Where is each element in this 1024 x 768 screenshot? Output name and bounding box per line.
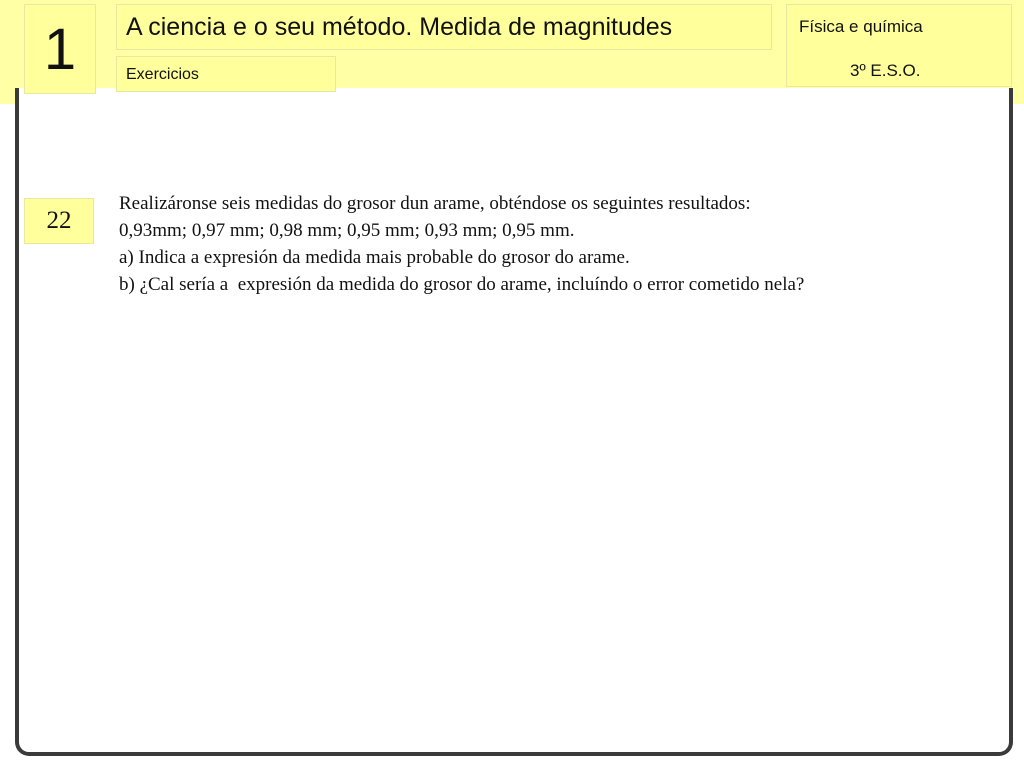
page-title: A ciencia e o seu método. Medida de magnitudes (116, 4, 772, 50)
subject-box (786, 4, 1012, 87)
exercise-line: b) ¿Cal sería a expresión da medida do grosor do arame, incluíndo o error cometido nela? (119, 274, 805, 295)
exercise-line: Realizáronse seis medidas do grosor dun arame, obténdose os seguintes resultados: (119, 193, 751, 214)
section-label: Exercicios (116, 56, 336, 92)
exercise-line: a) Indica a expresión da medida mais probable do grosor do arame. (119, 247, 630, 268)
page-frame (15, 88, 1013, 756)
exercise-number: 22 (24, 198, 94, 244)
exercise-text (119, 190, 999, 298)
unit-number: 1 (24, 4, 96, 94)
subject-name: Física e química (799, 17, 923, 36)
exercise-line: 0,93mm; 0,97 mm; 0,98 mm; 0,95 mm; 0,93 mm; 0,95 mm. (119, 220, 575, 241)
course-level: 3º E.S.O. (850, 61, 921, 80)
